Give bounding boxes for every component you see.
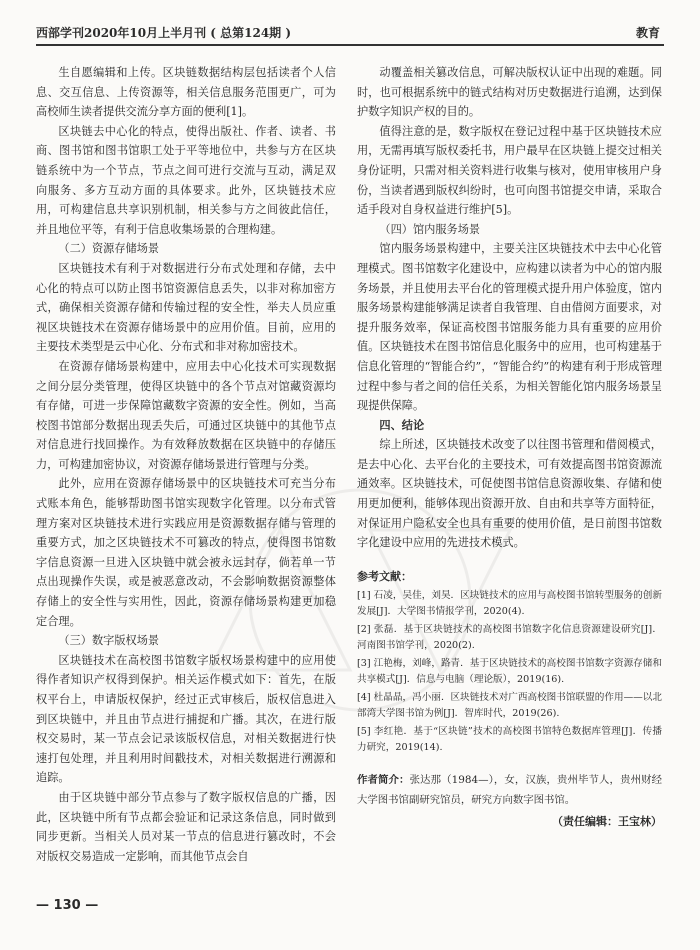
author-label: 作者简介： [357, 774, 410, 787]
paragraph: 生自愿编辑和上传。区块链数据结构层包括读者个人信息、交互信息、上传资源等，相关信息服务范围更广，可为高校师生读者提供交流分享方面的便利[1]。 [36, 66, 336, 119]
page-header [36, 20, 664, 46]
references-title: 参考文献： [357, 569, 412, 583]
reference-item: [2] 张磊．基于区块链技术的高校图书馆数字化信息资源建设研究[J]．河南图书馆学刊，2020(2). [357, 624, 662, 652]
paragraph: 由于区块链中部分节点参与了数字版权信息的广播，因此，区块链中所有节点都会验证和记录这条信息，同时做到同步更新。当相关人员对某一节点的信息进行篡改时，不会对版权交易造成一定影响，而其他节点会自 [36, 790, 336, 863]
paragraph: 区块链技术在高校图书馆数字版权场景构建中的应用使得作者知识产权得到保护。相关运作模式如下：首先，在版权平台上，申请版权保护，经过正式审核后，版权信息进入到区块链中，并且由节点进行捕捉和广播。其次，在进行版权交易时，某一节点会记录该版权信息，对相关数据进行快速打包处理，并且利用时间戳技术，对相关数据进行溯源和追踪。 [36, 653, 336, 785]
watermark-stamp [170, 470, 550, 730]
journal-title: 西部学刊2020年10月上半月刊 ( 总第124期 ) [36, 26, 292, 40]
paragraph: 此外，应用在资源存储场景中的区块链技术可充当分布式账本角色，能够帮助图书馆实现数字化管理。以分布式管理方案对区块链技术进行实践应用是资源数据存储与管理的重要方式，加之区块链技术不可篡改的特点，使得图书馆数字信息资源一旦进入区块链中就会被永远封存，倘若单一节点出现操作失误，或是被恶意改动，不会影响数据资源整体存储上的安全性与实用性，因此，资源存储场景构建更加稳定合理。 [36, 477, 336, 628]
subheading: （二）资源存储场景 [58, 242, 160, 256]
author-bio [357, 770, 662, 810]
paragraph: 值得注意的是，数字版权在登记过程中基于区块链技术应用，无需再填写版权委托书，用户最早在区块链上提交过相关身份证明，只需对相关资料进行收集与核对，使用审核用户身份，当读者遇到版权纠纷时，也可向图书馆提交申请，采取合适手段对自身权益进行维护[5]。 [357, 124, 662, 217]
reference-item: [1] 石凌，吴佳，刘昊．区块链技术的应用与高校图书馆转型服务的创新发展[J]．大学图书情报学刊，2020(4). [357, 590, 662, 618]
section-heading: 四、结论 [379, 417, 425, 432]
paragraph: 在资源存储场景构建中，应用去中心化技术可实现数据之间分层分类管理，使得区块链中的各个节点对馆藏资源均有存储，可进一步保障馆藏数字资源的安全性。例如，当高校图书馆部分数据出现丢失后，可通过区块链中的其他节点对信息进行找回操作。为有效释放数据在区块链中的存储压力，可构建加密协议，对资源存储场景进行管理与分类。 [36, 359, 336, 471]
reference-item: [4] 杜晶晶，冯小丽．区块链技术对广西高校图书馆联盟的作用——以北部湾大学图书馆为例[J]．智库时代，2019(26). [357, 692, 662, 720]
paragraph: 区块链去中心化的特点，使得出版社、作者、读者、书商、图书馆和图书馆职工处于平等地位中，共参与方在区块链系统中为一个节点，节点之间可进行交流与互动，满足双向服务、多方互动方面的具体要求。此外，区块链技术应用，可构建信息共享识别机制，相关参与方之间彼此信任，并且地位平等，有利于信息收集场景的合理构建。 [36, 124, 336, 236]
section-label: 教育 [635, 26, 660, 40]
paragraph: 区块链技术有利于对数据进行分布式处理和存储，去中心化的特点可以防止图书馆资源信息丢失，以非对称加密方式，确保相关资源存储和传输过程的安全性，举夫人员应重视区块链技术在资源存储场景中的应用价值。目前，应用的主要技术类型是云中心化、分布式和非对称加密技术。 [36, 261, 336, 354]
author-text: 张达那（1984—），女，汉族，贵州毕节人，贵州财经大学图书馆副研究馆员，研究方向数字图书馆。 [357, 774, 663, 807]
reference-item: [5] 李红艳．基于“区块链”技术的高校图书馆特色数据库管理[J]．传播力研究，2019(14). [357, 726, 662, 754]
subheading: （三）数字版权场景 [58, 634, 160, 648]
paragraph: 馆内服务场景构建中，主要关注区块链技术中去中心化管理模式。图书馆数字化建设中，应构建以读者为中心的馆内服务场景，并且使用去平台化的管理模式提升用户体验度，馆内服务场景构建能够满足读者自我管理、自由借阅方面要求，对提升服务效率，保证高校图书馆服务能力具有重要的应用价值。区块链技术在图书馆信息化服务中的应用，也可构建基于信息化管理的“智能合约”，“智能合约”的构建有利于形成管理过程中参与者之间的信任关系，为相关智能化馆内服务场景呈现提供保障。 [357, 242, 662, 413]
header-rule [36, 44, 664, 46]
page-number: — 130 — [36, 898, 99, 913]
responsible-editor: （责任编辑：王宝林） [552, 815, 662, 829]
paragraph: 动覆盖相关篡改信息，可解决版权认证中出现的难题。同时，也可根据系统中的链式结构对历史数据进行追溯，达到保护数字知识产权的目的。 [357, 66, 662, 119]
reference-item: [3] 江艳梅，刘峰，路青．基于区块链技术的高校图书馆数字资源存储和共享模式[J]．信息与电脑（理论版），2019(16). [357, 658, 662, 686]
paragraph: 综上所述，区块链技术改变了以往图书管理和借阅模式，是去中心化、去平台化的主要技术，可有效提高图书馆资源流通效率。区块链技术，可促使图书馆信息资源收集、存储和使用更加便利，能够体现出资源开放、自由和共享等方面特征，对保证用户隐私安全也具有重要的使用价值，是日前图书馆数字化建设中应用的先进技术模式。 [357, 438, 662, 550]
subheading: （四）馆内服务场景 [379, 222, 481, 236]
left-column [36, 63, 336, 866]
